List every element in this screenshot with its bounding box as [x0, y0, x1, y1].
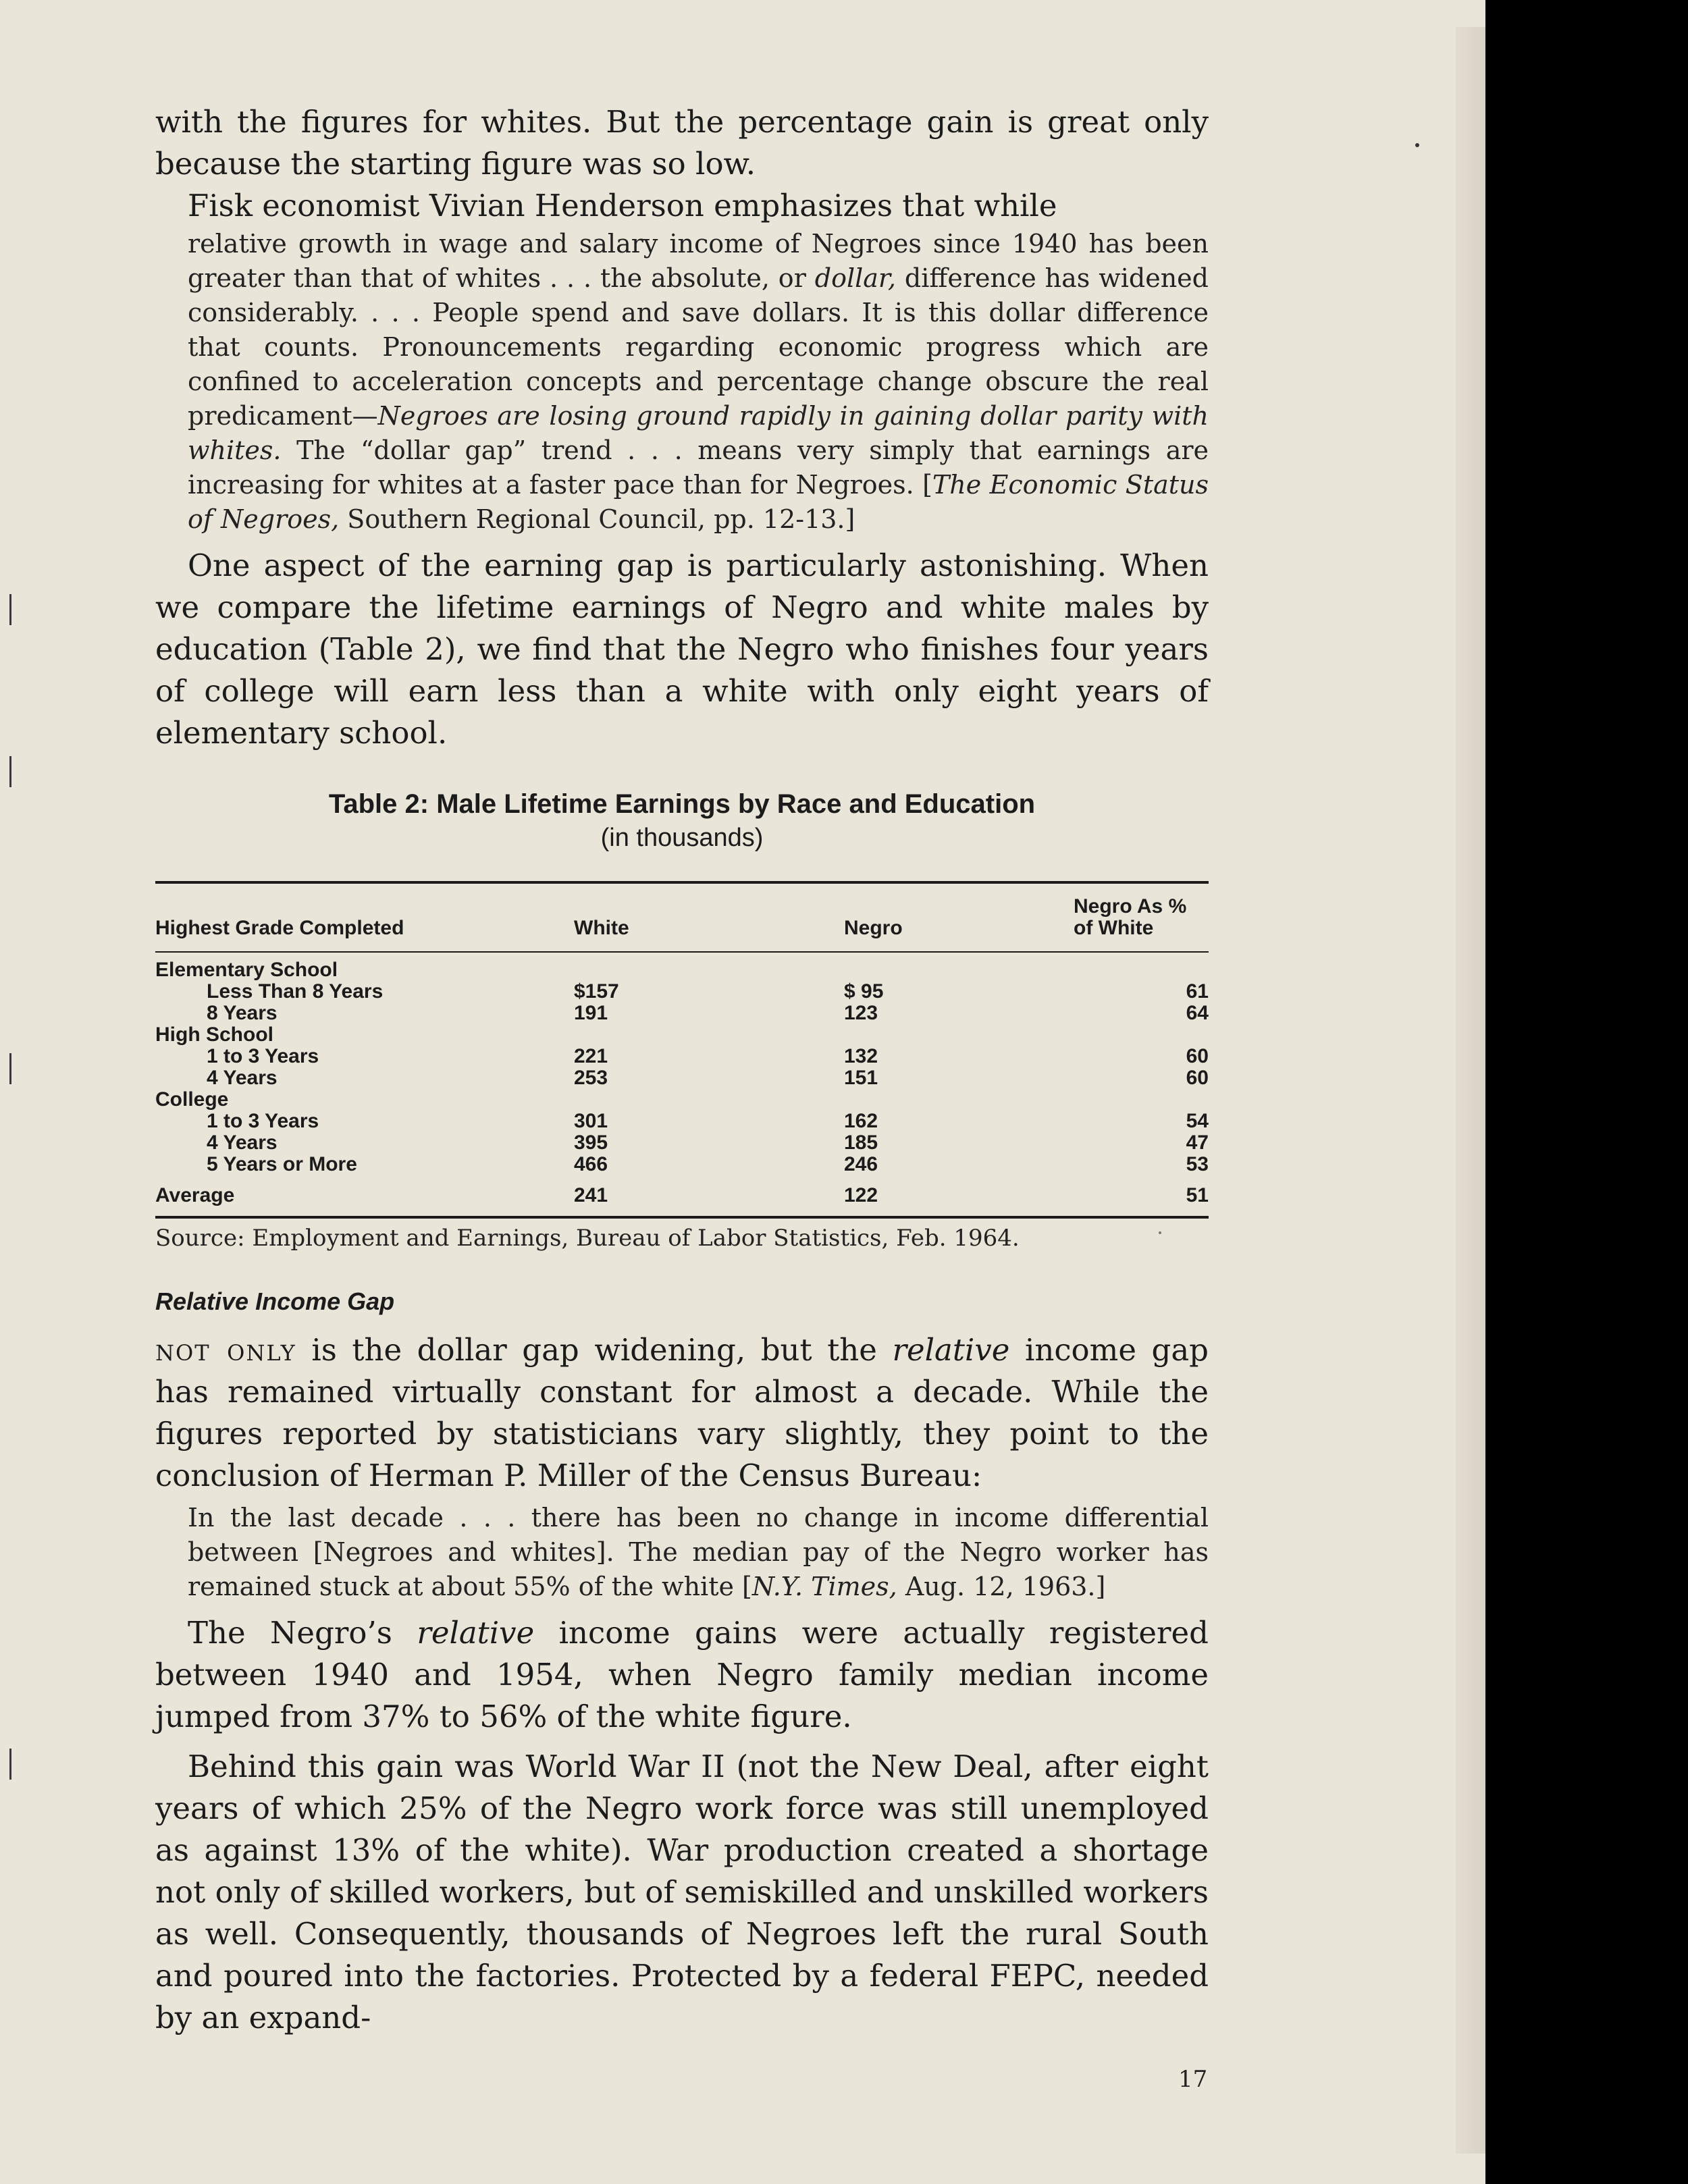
quote-text: relative growth in wage and salary income of Negroes since 1940 has been greater than that of whites . . . the absolute, or: [188, 229, 1209, 293]
cell-pct: 61: [1186, 980, 1209, 1003]
group-label: Elementary School: [155, 959, 338, 981]
header-white: White: [574, 917, 629, 939]
cell-pct: 64: [1186, 1002, 1209, 1024]
table-group-row: [155, 1024, 1209, 1046]
emphasis: relative: [417, 1615, 535, 1651]
header-pct-line1: Negro As %: [1074, 895, 1187, 917]
margin-mark: [9, 594, 11, 625]
paragraph-4: [155, 1329, 1209, 1497]
row-label: 8 Years: [207, 1002, 278, 1024]
quote-citation-title: N.Y. Times,: [751, 1572, 897, 1601]
cell-pct: 54: [1186, 1110, 1209, 1132]
quote-dollar: dollar,: [814, 263, 896, 293]
group-label: College: [155, 1088, 229, 1111]
cell-negro: $ 95: [844, 980, 884, 1003]
quote-citation: Aug. 12, 1963.]: [897, 1572, 1106, 1601]
earnings-table: [155, 884, 1209, 951]
table-header-row: [155, 884, 1209, 951]
table-group-row: [155, 959, 1209, 981]
paragraph-3: One aspect of the earning gap is particularly astonishing. When we compare the lifetime earnings of Negro and white males by education (Table 2), we find that the Negro who finishes four years of college will earn less than a white with only eight years of elementary school.: [155, 548, 1209, 751]
page-edge: [1456, 27, 1485, 2154]
lead-in: not only: [155, 1332, 296, 1368]
block-quote-henderson: [188, 227, 1209, 537]
table-subtitle: (in thousands): [600, 824, 764, 852]
table-group-row: [155, 1089, 1209, 1111]
table-row: [155, 1132, 1209, 1154]
quote-text: difference has widened considerably. . . . People spend and save dollars. It is this dollar difference that counts. Pronouncements regarding economic progress which are confined to acceleration concepts and percentage change obscure the real predicament—: [188, 263, 1209, 431]
header-grade: Highest Grade Completed: [155, 917, 404, 939]
row-label: Less Than 8 Years: [207, 980, 384, 1003]
quote-citation-title: The Economic Status of Negroes,: [188, 470, 1209, 534]
cell-pct: 47: [1186, 1131, 1209, 1154]
row-label: 1 to 3 Years: [207, 1110, 319, 1132]
table-row: [155, 1067, 1209, 1089]
cell-white: 466: [574, 1153, 608, 1175]
block-quote-miller: [188, 1501, 1209, 1604]
cell-negro: 162: [844, 1110, 878, 1132]
paragraph-text: income gains were actually registered between 1940 and 1954, when Negro family median income jumped from 37% to 56% of the white figure.: [155, 1615, 1209, 1734]
quote-text: In the last decade . . . there has been no change in income differential between [Negroes and whites]. The median pay of the Negro worker has remained stuck at about 55% of the white [: [188, 1503, 1209, 1601]
cell-negro: 246: [844, 1153, 878, 1175]
margin-mark: [9, 1749, 11, 1780]
table-row: [155, 1046, 1209, 1067]
cell-pct: 51: [1186, 1184, 1209, 1206]
cell-negro: 122: [844, 1184, 878, 1206]
header-pct-line2: of White: [1074, 917, 1154, 939]
paragraph-text: is the dollar gap widening, but the: [296, 1332, 893, 1368]
speck: [1415, 143, 1419, 147]
row-label: 4 Years: [207, 1067, 278, 1089]
row-label: 5 Years or More: [207, 1153, 357, 1175]
cell-white: 191: [574, 1002, 608, 1024]
paragraph-2: Fisk economist Vivian Henderson emphasizes that while: [188, 188, 1057, 223]
cell-white: 301: [574, 1110, 608, 1132]
cell-white: $157: [574, 980, 619, 1003]
table-row: [155, 981, 1209, 1003]
paragraph-5: [155, 1612, 1209, 1738]
cell-negro: 132: [844, 1045, 878, 1067]
table-source: Source: Employment and Earnings, Bureau of Labor Statistics, Feb. 1964.: [155, 1225, 1020, 1252]
cell-white: 241: [574, 1184, 608, 1206]
cell-pct: 53: [1186, 1153, 1209, 1175]
paragraph-6: Behind this gain was World War II (not the New Deal, after eight years of which 25% of the Negro work force was still unemployed as against 13% of the white). War production created a shortage not only of skilled workers, but of semiskilled and unskilled workers as well. Consequently, thousands of Negroes left the rural South and poured into the factories. Protected by a federal FEPC, needed by an expand-: [155, 1749, 1209, 2035]
table-row: [155, 1154, 1209, 1175]
quote-emphasis: Negroes are losing ground rapidly in gaining dollar parity with whites.: [188, 401, 1209, 465]
margin-mark: [9, 1053, 11, 1084]
table-header-rule: [155, 951, 1209, 953]
table-title-block: [155, 787, 1209, 854]
table-spacer: [155, 1175, 1209, 1185]
cell-pct: 60: [1186, 1045, 1209, 1067]
table-row: [155, 1111, 1209, 1132]
emphasis: relative: [892, 1332, 1010, 1368]
cell-negro: 185: [844, 1131, 878, 1154]
row-label: 1 to 3 Years: [207, 1045, 319, 1067]
paragraph-text: income gap has remained virtually constant for almost a decade. While the figures reported by statisticians vary slightly, they point to the conclusion of Herman P. Miller of the Census Bureau:: [155, 1332, 1209, 1493]
table-bottom-rule: [155, 1216, 1209, 1219]
cell-negro: 123: [844, 1002, 878, 1024]
quote-citation: Southern Regional Council, pp. 12-13.]: [339, 504, 855, 534]
group-label: High School: [155, 1023, 273, 1046]
table-title: Table 2: Male Lifetime Earnings by Race and Education: [328, 789, 1036, 819]
cell-pct: 60: [1186, 1067, 1209, 1089]
cell-white: 253: [574, 1067, 608, 1089]
header-negro: Negro: [844, 917, 903, 939]
row-label: 4 Years: [207, 1131, 278, 1154]
header-pct: [1074, 884, 1209, 951]
cell-white: 395: [574, 1131, 608, 1154]
table-average-row: [155, 1185, 1209, 1206]
earnings-table-body: [155, 959, 1209, 1206]
margin-mark: [9, 756, 11, 787]
paragraph-1: with the figures for whites. But the percentage gain is great only because the starting figure was so low.: [155, 104, 1209, 182]
paragraph-text: The Negro’s: [188, 1615, 417, 1651]
table-row: [155, 1003, 1209, 1024]
cell-negro: 151: [844, 1067, 878, 1089]
cell-white: 221: [574, 1045, 608, 1067]
section-heading: Relative Income Gap: [155, 1287, 395, 1315]
page-content: [155, 101, 1209, 2039]
row-label: Average: [155, 1184, 235, 1206]
quote-text: The “dollar gap” trend . . . means very simply that earnings are increasing for whites at a faster pace than for Negroes. [: [188, 435, 1209, 500]
page-number: 17: [1178, 2066, 1208, 2093]
